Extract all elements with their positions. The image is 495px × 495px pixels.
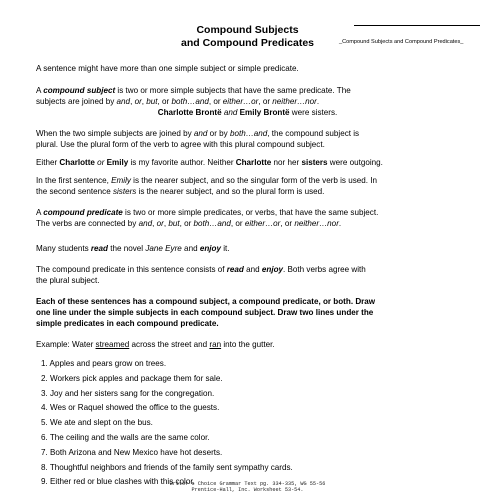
text: , or bbox=[230, 219, 245, 228]
text: When the two simple subjects are joined by bbox=[36, 129, 194, 138]
text: , bbox=[163, 219, 169, 228]
when-paragraph-line-1 bbox=[36, 129, 476, 140]
book-title: Jane Eyre bbox=[145, 244, 182, 253]
word: Charlotte bbox=[59, 158, 95, 167]
text: subjects are joined by bbox=[36, 97, 117, 106]
conj: both…and bbox=[193, 219, 231, 228]
conj: and bbox=[221, 108, 240, 117]
text: , or bbox=[208, 97, 223, 106]
conj: both…and bbox=[229, 129, 268, 138]
text: , or bbox=[280, 219, 295, 228]
word: Charlotte bbox=[235, 158, 272, 167]
text: is two or more simple subjects that have the same predicate. The bbox=[115, 86, 351, 95]
text: were outgoing. bbox=[327, 158, 383, 167]
conj: either…or bbox=[244, 219, 281, 228]
many-students-sentence bbox=[36, 244, 476, 255]
instructions-line-1: Each of these sentences has a compound subject, a compound predicate, or both. Draw bbox=[36, 297, 376, 306]
title-line-1: Compound Subjects bbox=[196, 24, 299, 36]
compound-predicate-paragraph-line-1 bbox=[36, 265, 476, 276]
exercise-item-3: 3. Joy and her sisters sang for the congregation. bbox=[41, 388, 215, 398]
text: were sisters. bbox=[289, 108, 338, 117]
footer-line-2: Prentice-Hall, Inc. Worksheet 53-54. bbox=[191, 487, 304, 493]
word: Emily bbox=[106, 158, 129, 167]
word: Emily bbox=[111, 176, 131, 185]
header-small-label: _Compound Subjects and Compound Predicates_ bbox=[339, 39, 464, 45]
conj: or bbox=[134, 97, 142, 106]
conj: either…or bbox=[222, 97, 259, 106]
title-line-2: and Compound Predicates bbox=[180, 37, 315, 49]
text: In the first sentence, bbox=[36, 176, 112, 185]
intro-text: A sentence might have more than one simple subject or simple predicate. bbox=[36, 64, 299, 73]
verb: read bbox=[226, 265, 244, 274]
text: , or bbox=[258, 97, 273, 106]
name-emily: Emily Brontë bbox=[239, 108, 290, 117]
text: Many students bbox=[36, 244, 91, 253]
exercise-item-2: 2. Workers pick apples and package them for sale. bbox=[41, 373, 223, 383]
text: , bbox=[141, 97, 147, 106]
instructions-line-3: simple predicates in each compound predicate. bbox=[36, 319, 219, 328]
text: into the gutter. bbox=[221, 340, 275, 349]
text: , bbox=[152, 219, 157, 228]
header-blank-line bbox=[354, 25, 480, 26]
underlined-verb: ran bbox=[209, 340, 222, 349]
compound-subject-definition-line-1 bbox=[36, 86, 476, 97]
text: and bbox=[243, 265, 262, 274]
text: A bbox=[36, 86, 44, 95]
when-paragraph-line-2: plural. Use the plural form of the verb to agree with this plural compound subject. bbox=[36, 140, 325, 149]
exercise-item-7: 7. Both Arizona and New Mexico have hot deserts. bbox=[41, 447, 223, 457]
verb: read bbox=[90, 244, 108, 253]
conj: or bbox=[156, 219, 164, 228]
name-charlotte: Charlotte Brontë bbox=[157, 108, 222, 117]
compound-subject-definition-line-2 bbox=[36, 97, 476, 108]
text: , the compound subject is bbox=[267, 129, 360, 138]
conj: but bbox=[146, 97, 158, 106]
text: is the nearer subject, and so the plural form is used. bbox=[136, 187, 325, 196]
word: sisters bbox=[112, 187, 137, 196]
term-compound-predicate: compound predicate bbox=[43, 208, 123, 217]
text: is the nearer subject, and so the singular form of the verb is used. In bbox=[130, 176, 378, 185]
verb: enjoy bbox=[199, 244, 221, 253]
word: sisters bbox=[301, 158, 328, 167]
verb: enjoy bbox=[261, 265, 284, 274]
conj: or bbox=[94, 158, 107, 167]
exercise-item-8: 8. Thoughtful neighbors and friends of the family sent sympathy cards. bbox=[41, 462, 293, 472]
instructions-line-2: one line under the simple subjects in each compound subject. Draw two lines under the bbox=[36, 308, 374, 317]
exercise-item-9: 9. Either red or blue clashes with this color. bbox=[41, 477, 195, 487]
text: , or bbox=[157, 97, 172, 106]
exercise-item-5: 5. We ate and slept on the bus. bbox=[41, 418, 153, 428]
text: across the street and bbox=[129, 340, 210, 349]
text: The compound predicate in this sentence consists of bbox=[36, 265, 227, 274]
conj: but bbox=[168, 219, 180, 228]
text: A bbox=[36, 208, 44, 217]
compound-predicate-definition-line-2 bbox=[36, 219, 476, 230]
exercise-item-1: 1. Apples and pears grow on trees. bbox=[41, 359, 167, 368]
text: Example: Water bbox=[36, 340, 96, 349]
footer-line-1: Writer's Choice Grammar Text pg. 334-335, WG 55-56 bbox=[169, 481, 326, 487]
text: it. bbox=[220, 244, 230, 253]
first-paragraph-line-1 bbox=[36, 176, 476, 187]
conj: and bbox=[193, 129, 208, 138]
exercise-item-6: 6. The ceiling and the walls are the same color. bbox=[41, 433, 210, 442]
conj: neither…nor bbox=[272, 97, 317, 106]
conj: both…and bbox=[171, 97, 209, 106]
text: the second sentence bbox=[36, 187, 113, 196]
text: , bbox=[130, 97, 135, 106]
text: . Both verbs agree with bbox=[283, 265, 366, 274]
centered-example bbox=[0, 108, 495, 119]
exercise-item-4: 4. Wes or Raquel showed the office to the guests. bbox=[41, 403, 220, 413]
text: and bbox=[181, 244, 200, 253]
term-compound-subject: compound subject bbox=[43, 86, 116, 95]
text: is my favorite author. Neither bbox=[128, 158, 236, 167]
underlined-verb: streamed bbox=[95, 340, 130, 349]
either-paragraph bbox=[36, 158, 476, 169]
text: is two or more simple predicates, or verbs, that have the same subject. bbox=[122, 208, 379, 217]
compound-predicate-paragraph-line-2: the plural subject. bbox=[36, 276, 100, 285]
text: nor her bbox=[271, 158, 302, 167]
text: , or bbox=[179, 219, 194, 228]
first-paragraph-line-2 bbox=[36, 187, 476, 198]
text: . bbox=[316, 97, 320, 106]
conj: neither…nor bbox=[294, 219, 339, 228]
text: or by bbox=[207, 129, 230, 138]
example-sentence bbox=[36, 340, 476, 351]
conj: and bbox=[138, 219, 153, 228]
conj: and bbox=[116, 97, 131, 106]
text: The verbs are connected by bbox=[36, 219, 139, 228]
text: . bbox=[338, 219, 342, 228]
text: Either bbox=[36, 158, 60, 167]
compound-predicate-definition-line-1 bbox=[36, 208, 476, 219]
text: the novel bbox=[108, 244, 146, 253]
